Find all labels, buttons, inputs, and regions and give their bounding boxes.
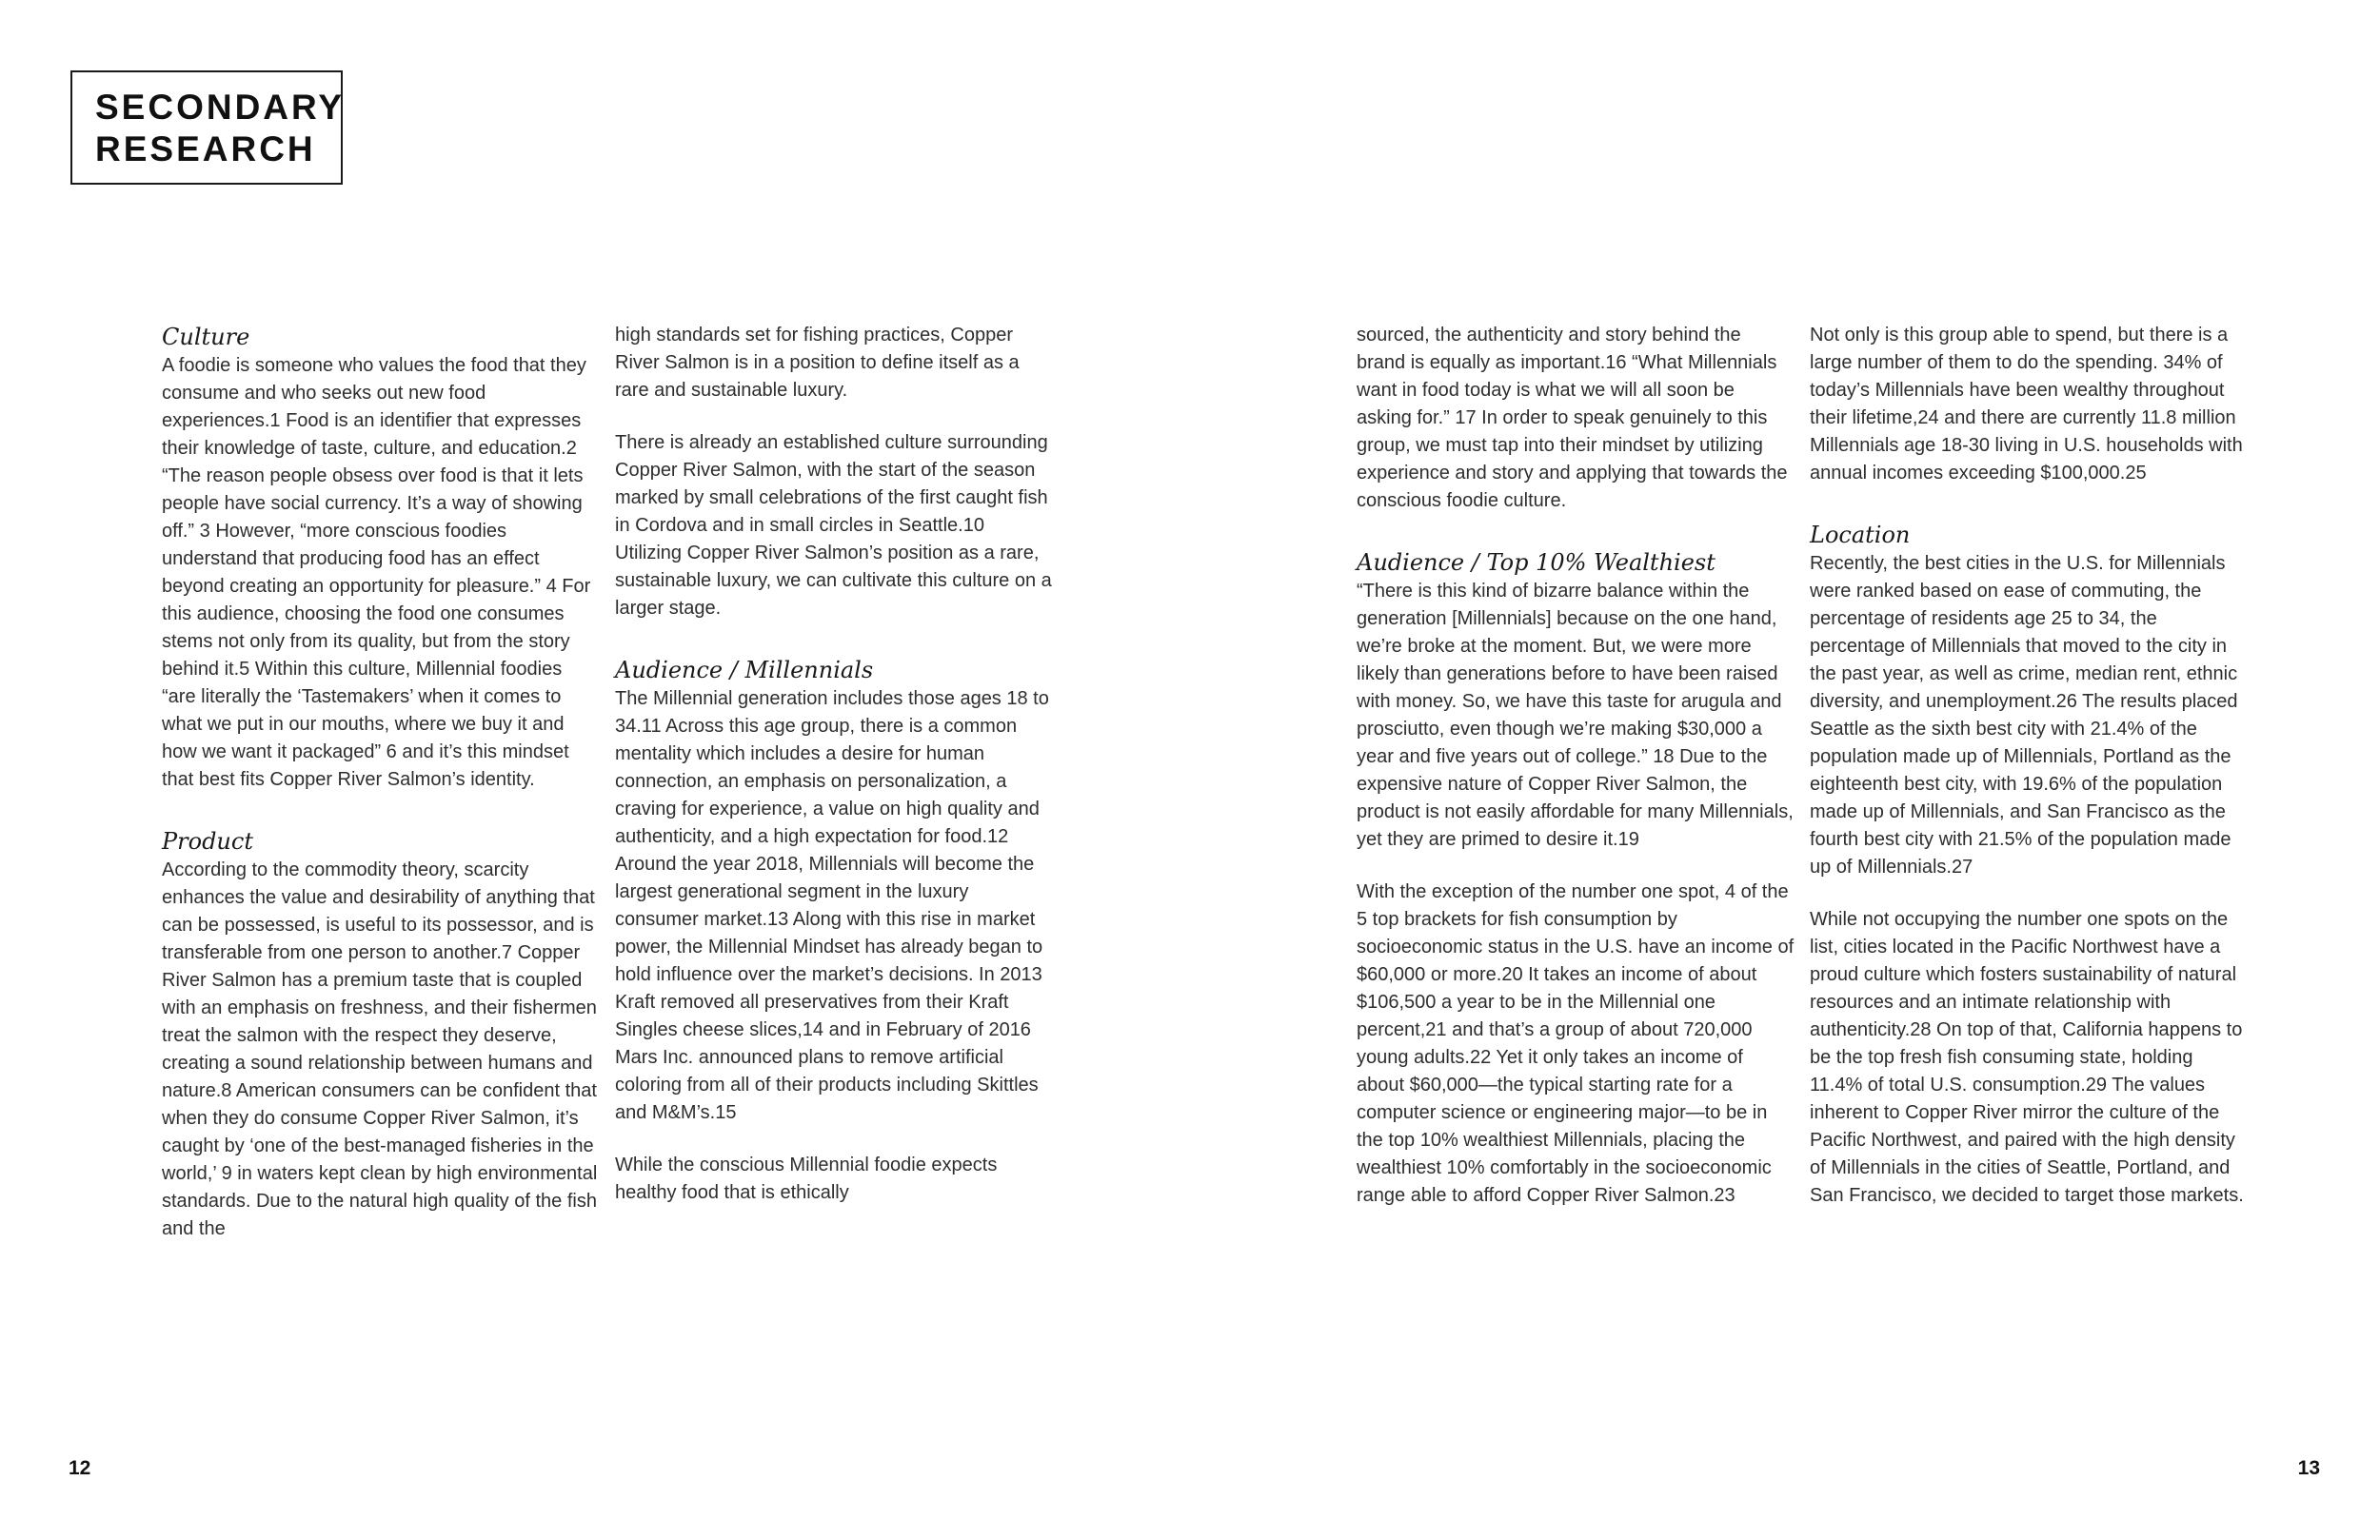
section-culture xyxy=(162,322,600,794)
paragraph: While not occupying the number one spots on the list, cities located in the Pacific Northwest have a proud culture which fosters sustainability of natural resources and an intimate relationship with authenticity.28 On top of that, California happens to be the top fresh fish consuming state, holding 11.4% of total U.S. consumption.29 The values inherent to Copper River mirror the culture of the Pacific Northwest, and paired with the high density of Millennials in the cities of Seattle, Portland, and San Francisco, we decided to target those markets. xyxy=(1810,909,2244,1206)
text-column-4 xyxy=(1810,322,2248,1242)
section-continued xyxy=(1810,322,2248,487)
section-location xyxy=(1810,520,2248,1210)
section-heading: Location xyxy=(1810,522,1911,548)
paragraph: With the exception of the number one spot, 4 of the 5 top brackets for fish consumption by socioeconomic status in the U.S. have an income of $60,000 or more.20 It takes an income of about $106,500 a year to be in the Millennial one percent,21 and that’s a group of about 720,000 young adults.22 Yet it only takes an income of about $60,000—the typical starting rate for a computer science or engineering major—to be in the top 10% wealthiest Millennials, placing the wealthiest 10% comfortably in the socioeconomic range able to afford Copper River Salmon.23 xyxy=(1357,881,1795,1206)
paragraph: A foodie is someone who values the food that they consume and who seeks out new food experiences.1 Food is an identifier that expresses their knowledge of taste, culture, and education.2 “The reason people obsess over food is that it lets people have social currency. It’s a way of showing off.” 3 However, “more conscious foodies understand that producing food has an effect beyond creating an opportunity for pleasure.” 4 For this audience, choosing the food one consumes stems not only from its quality, but from the story behind it.5 Within this culture, Millennial foodies “are literally the ‘Tastemakers’ when it comes to what we put in our mouths, where we buy it and how we want it packaged” 6 and it’s this mindset that best fits Copper River Salmon’s identity. xyxy=(162,355,591,790)
paragraph: Not only is this group able to spend, but there is a large number of them to do the spending. 34% of today’s Millennials have been wealthy throughout their lifetime,24 and there are currently 11.8 million Millennials age 18-30 living in U.S. households with annual incomes exceeding $100,000.25 xyxy=(1810,325,2243,484)
paragraph: sourced, the authenticity and story behind the brand is equally as important.16 “What Millennials want in food today is what we will all soon be asking for.” 17 In order to speak genuinely to this group, we must tap into their mindset by utilizing experience and story and applying that towards the conscious foodie culture. xyxy=(1357,325,1788,511)
section-audience-wealthiest xyxy=(1357,547,1795,1210)
text-column-1 xyxy=(162,322,600,1275)
section-heading: Culture xyxy=(162,324,250,350)
text-column-3 xyxy=(1357,322,1795,1242)
paragraph: While the conscious Millennial foodie expects healthy food that is ethically xyxy=(615,1155,998,1203)
section-heading: Audience / Top 10% Wealthiest xyxy=(1357,549,1716,576)
section-product xyxy=(162,826,600,1243)
paragraph: “There is this kind of bizarre balance within the generation [Millennials] because on the one hand, we’re broke at the moment. But, we were more likely than generations before to have been raised with money. So, we have this taste for arugula and prosciutto, even though we’re making $30,000 a year and five years out of college.” 18 Due to the expensive nature of Copper River Salmon, the product is not easily affordable for many Millennials, yet they are primed to desire it.19 xyxy=(1357,581,1794,850)
paragraph: high standards set for fishing practices, Copper River Salmon is in a position to define itself as a rare and sustainable luxury. xyxy=(615,325,1020,401)
paragraph: The Millennial generation includes those ages 18 to 34.11 Across this age group, there is a common mentality which includes a desire for human connection, an emphasis on personalization, a craving for experience, a value on high quality and authenticity, and a high expectation for food.12 Around the year 2018, Millennials will become the largest generational segment in the luxury consumer market.13 Along with this rise in market power, the Millennial Mindset has already began to hold influence over the market’s decisions. In 2013 Kraft removed all preservatives from their Kraft Singles cheese slices,14 and in February of 2016 Mars Inc. announced plans to remove artificial coloring from all of their products including Skittles and M&M’s.15 xyxy=(615,688,1049,1123)
section-title-box xyxy=(70,70,346,185)
section-continued xyxy=(1357,322,1795,515)
page-number-left: 12 xyxy=(69,1457,91,1479)
paragraph: According to the commodity theory, scarcity enhances the value and desirability of anything that can be possessed, is useful to its possessor, and is transferable from one person to another.7 Copper River Salmon has a premium taste that is coupled with an emphasis on freshness, and their fishermen treat the salmon with the respect they deserve, creating a sound relationship between humans and nature.8 American consumers can be confident that when they do consume Copper River Salmon, it’s caught by ‘one of the best-managed fisheries in the world,’ 9 in waters kept clean by high environmental standards. Due to the natural high quality of the fish and the xyxy=(162,859,598,1239)
section-heading: Audience / Millennials xyxy=(615,657,874,683)
section-continued xyxy=(615,322,1053,622)
title-line-1: SECONDARY xyxy=(95,88,346,127)
text-column-2 xyxy=(615,322,1053,1239)
title-line-2: RESEARCH xyxy=(95,129,316,168)
paragraph: Recently, the best cities in the U.S. for Millennials were ranked based on ease of commuting, the percentage of residents age 25 to 34, the percentage of Millennials that moved to the city in the past year, as well as crime, median rent, ethnic diversity, and unemployment.26 The results placed Seattle as the sixth best city with 21.4% of the population made up of Millennials, Portland as the eighteenth best city, with 19.6% of the population made up of Millennials, and San Francisco as the fourth best city with 21.5% of the population made up of Millennials.27 xyxy=(1810,553,2238,878)
paragraph: There is already an established culture surrounding Copper River Salmon, with the start of the season marked by small celebrations of the first caught fish in Cordova and in small circles in Seattle.10 Utilizing Copper River Salmon’s position as a rare, sustainable luxury, we can cultivate this culture on a larger stage. xyxy=(615,432,1052,619)
section-audience-millennials xyxy=(615,655,1053,1207)
section-heading: Product xyxy=(162,828,253,855)
page-number-right: 13 xyxy=(2297,1457,2320,1479)
